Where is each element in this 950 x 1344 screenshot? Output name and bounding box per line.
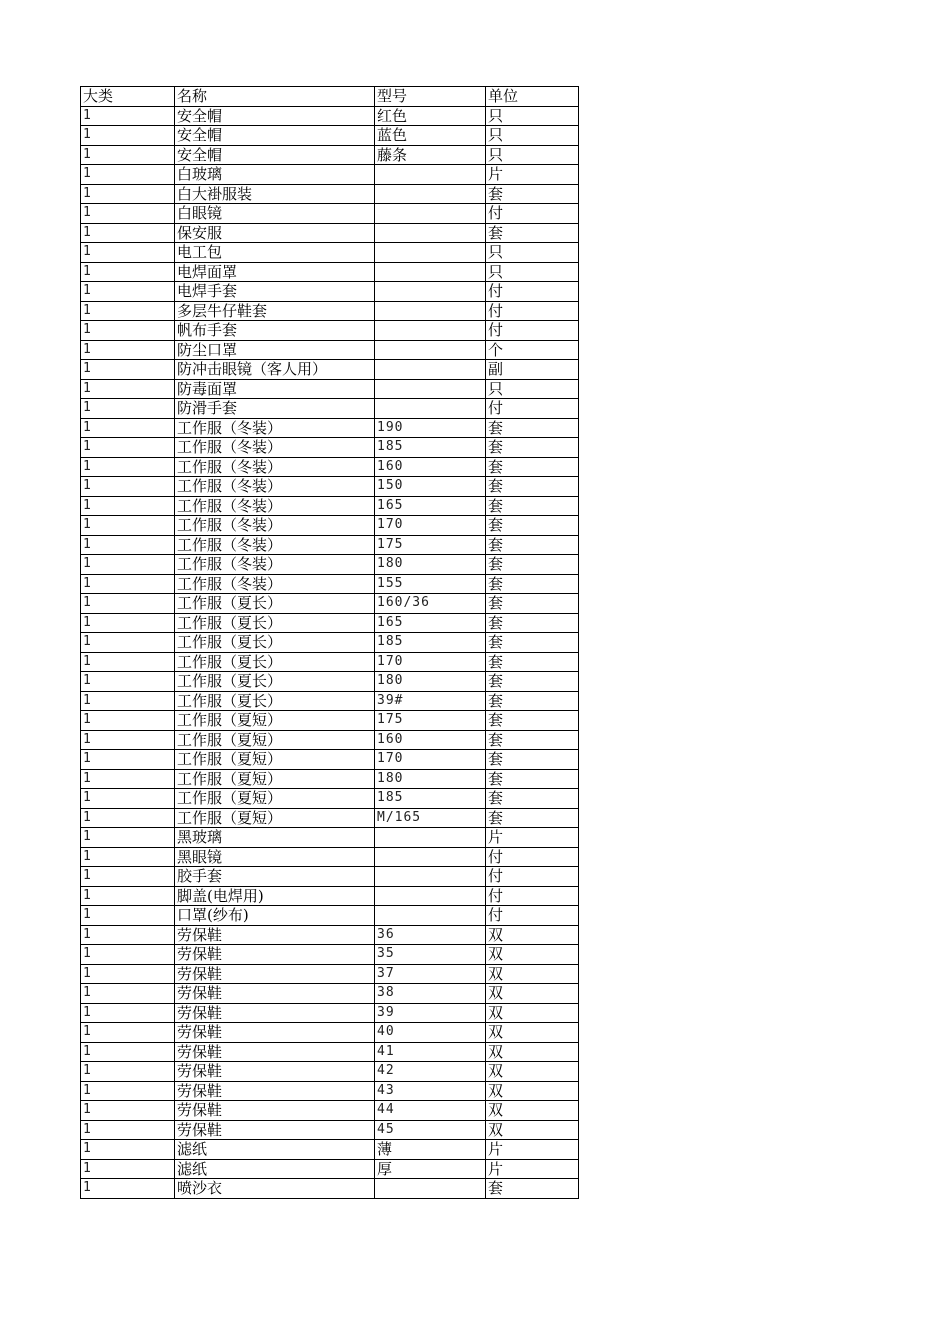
table-row: [81, 535, 579, 555]
cell-category[interactable]: 1: [81, 165, 175, 185]
cell-category[interactable]: 1: [81, 496, 175, 516]
table-row: [81, 945, 579, 965]
table-row: [81, 126, 579, 146]
cell-unit[interactable]: 片: [486, 165, 579, 185]
cell-category[interactable]: 1: [81, 750, 175, 770]
cell-model[interactable]: 45: [375, 1120, 486, 1140]
cell-category[interactable]: 1: [81, 691, 175, 711]
table-row: [81, 438, 579, 458]
cell-model[interactable]: 185: [375, 789, 486, 809]
cell-category[interactable]: 1: [81, 633, 175, 653]
table-row: [81, 672, 579, 692]
cell-name[interactable]: 劳保鞋: [175, 945, 375, 965]
cell-category[interactable]: 1: [81, 126, 175, 146]
cell-category[interactable]: 1: [81, 945, 175, 965]
cell-name[interactable]: 滤纸: [175, 1159, 375, 1179]
cell-model[interactable]: 厚: [375, 1159, 486, 1179]
table-row: [81, 1140, 579, 1160]
cell-unit[interactable]: 双: [486, 1081, 579, 1101]
cell-model[interactable]: [375, 321, 486, 341]
cell-model[interactable]: 165: [375, 496, 486, 516]
cell-category[interactable]: 1: [81, 1062, 175, 1082]
cell-category[interactable]: 1: [81, 243, 175, 263]
cell-model[interactable]: 38: [375, 984, 486, 1004]
table-row: [81, 1159, 579, 1179]
cell-unit[interactable]: 付: [486, 399, 579, 419]
cell-model[interactable]: [375, 301, 486, 321]
cell-category[interactable]: 1: [81, 769, 175, 789]
cell-name[interactable]: 劳保鞋: [175, 1062, 375, 1082]
cell-model[interactable]: [375, 906, 486, 926]
cell-model[interactable]: 35: [375, 945, 486, 965]
cell-name[interactable]: 劳保鞋: [175, 1003, 375, 1023]
cell-name[interactable]: 劳保鞋: [175, 1101, 375, 1121]
table-row: [81, 1023, 579, 1043]
cell-category[interactable]: 1: [81, 1081, 175, 1101]
cell-name[interactable]: 工作服（夏短）: [175, 808, 375, 828]
cell-model[interactable]: 41: [375, 1042, 486, 1062]
cell-unit[interactable]: 套: [486, 711, 579, 731]
cell-model[interactable]: [375, 360, 486, 380]
cell-category[interactable]: 1: [81, 906, 175, 926]
cell-name[interactable]: 防尘口罩: [175, 340, 375, 360]
cell-category[interactable]: 1: [81, 418, 175, 438]
cell-name[interactable]: 工作服（夏长）: [175, 652, 375, 672]
cell-model[interactable]: [375, 184, 486, 204]
cell-unit[interactable]: 付: [486, 847, 579, 867]
cell-model[interactable]: [375, 399, 486, 419]
cell-model[interactable]: 185: [375, 438, 486, 458]
cell-unit[interactable]: 套: [486, 574, 579, 594]
cell-name[interactable]: 工作服（冬装）: [175, 574, 375, 594]
cell-name[interactable]: 劳保鞋: [175, 964, 375, 984]
cell-unit[interactable]: 套: [486, 633, 579, 653]
table-row: [81, 574, 579, 594]
cell-name[interactable]: 工作服（冬装）: [175, 438, 375, 458]
cell-model[interactable]: 180: [375, 769, 486, 789]
table-row: [81, 613, 579, 633]
table-row: [81, 555, 579, 575]
cell-unit[interactable]: 双: [486, 964, 579, 984]
cell-unit[interactable]: 套: [486, 496, 579, 516]
cell-model[interactable]: [375, 243, 486, 263]
cell-name[interactable]: 电焊面罩: [175, 262, 375, 282]
cell-model[interactable]: M/165: [375, 808, 486, 828]
table-row: [81, 106, 579, 126]
cell-model[interactable]: 175: [375, 535, 486, 555]
cell-unit[interactable]: 付: [486, 906, 579, 926]
cell-name[interactable]: 安全帽: [175, 126, 375, 146]
cell-model[interactable]: 180: [375, 555, 486, 575]
cell-unit[interactable]: 双: [486, 1003, 579, 1023]
cell-category[interactable]: 1: [81, 828, 175, 848]
cell-name[interactable]: 工作服（冬装）: [175, 555, 375, 575]
table-row: [81, 984, 579, 1004]
cell-category[interactable]: 1: [81, 847, 175, 867]
table-row: [81, 594, 579, 614]
cell-category[interactable]: 1: [81, 574, 175, 594]
cell-unit[interactable]: 套: [486, 477, 579, 497]
cell-category[interactable]: 1: [81, 984, 175, 1004]
cell-unit[interactable]: 付: [486, 204, 579, 224]
cell-unit[interactable]: 套: [486, 438, 579, 458]
cell-category[interactable]: 1: [81, 613, 175, 633]
table-row: [81, 964, 579, 984]
cell-unit[interactable]: 套: [486, 535, 579, 555]
header-row: [81, 87, 579, 107]
cell-model[interactable]: [375, 204, 486, 224]
cell-category[interactable]: 1: [81, 1101, 175, 1121]
cell-model[interactable]: 蓝色: [375, 126, 486, 146]
table-row: [81, 165, 579, 185]
cell-name[interactable]: 喷沙衣: [175, 1179, 375, 1199]
cell-unit[interactable]: 只: [486, 106, 579, 126]
table-row: [81, 477, 579, 497]
header-unit[interactable]: 单位: [486, 87, 579, 107]
cell-model[interactable]: [375, 223, 486, 243]
cell-category[interactable]: 1: [81, 535, 175, 555]
cell-unit[interactable]: 套: [486, 769, 579, 789]
header-name[interactable]: 名称: [175, 87, 375, 107]
cell-unit[interactable]: 个: [486, 340, 579, 360]
cell-model[interactable]: 150: [375, 477, 486, 497]
cell-category[interactable]: 1: [81, 379, 175, 399]
cell-category[interactable]: 1: [81, 672, 175, 692]
cell-name[interactable]: 工作服（夏短）: [175, 789, 375, 809]
cell-model[interactable]: 170: [375, 652, 486, 672]
table-row: [81, 652, 579, 672]
table-row: [81, 145, 579, 165]
cell-unit[interactable]: 套: [486, 594, 579, 614]
cell-unit[interactable]: 套: [486, 223, 579, 243]
cell-name[interactable]: 工作服（夏长）: [175, 633, 375, 653]
cell-unit[interactable]: 片: [486, 1159, 579, 1179]
cell-name[interactable]: 多层牛仔鞋套: [175, 301, 375, 321]
table-row: [81, 925, 579, 945]
cell-category[interactable]: 1: [81, 204, 175, 224]
cell-model[interactable]: [375, 165, 486, 185]
cell-model[interactable]: [375, 282, 486, 302]
table-row: [81, 1101, 579, 1121]
cell-unit[interactable]: 双: [486, 1023, 579, 1043]
table-row: [81, 789, 579, 809]
table-row: [81, 516, 579, 536]
cell-model[interactable]: 40: [375, 1023, 486, 1043]
cell-unit[interactable]: 套: [486, 691, 579, 711]
cell-unit[interactable]: 双: [486, 925, 579, 945]
cell-unit[interactable]: 只: [486, 243, 579, 263]
cell-category[interactable]: 1: [81, 594, 175, 614]
cell-unit[interactable]: 套: [486, 555, 579, 575]
cell-name[interactable]: 安全帽: [175, 106, 375, 126]
table-row: [81, 769, 579, 789]
cell-name[interactable]: 防毒面罩: [175, 379, 375, 399]
table-row: [81, 906, 579, 926]
cell-unit[interactable]: 套: [486, 672, 579, 692]
cell-category[interactable]: 1: [81, 711, 175, 731]
cell-category[interactable]: 1: [81, 1140, 175, 1160]
cell-unit[interactable]: 付: [486, 282, 579, 302]
cell-name[interactable]: 白玻璃: [175, 165, 375, 185]
cell-unit[interactable]: 套: [486, 613, 579, 633]
table-row: [81, 1179, 579, 1199]
table-row: [81, 496, 579, 516]
cell-category[interactable]: 1: [81, 808, 175, 828]
cell-model[interactable]: 39#: [375, 691, 486, 711]
table-row: [81, 886, 579, 906]
table-row: [81, 1042, 579, 1062]
cell-model[interactable]: 160/36: [375, 594, 486, 614]
table-row: [81, 750, 579, 770]
cell-unit[interactable]: 付: [486, 301, 579, 321]
cell-category[interactable]: 1: [81, 457, 175, 477]
table-row: [81, 243, 579, 263]
cell-category[interactable]: 1: [81, 438, 175, 458]
cell-category[interactable]: 1: [81, 282, 175, 302]
cell-category[interactable]: 1: [81, 867, 175, 887]
table-row: [81, 184, 579, 204]
cell-category[interactable]: 1: [81, 1120, 175, 1140]
cell-category[interactable]: 1: [81, 652, 175, 672]
table-row: [81, 711, 579, 731]
cell-model[interactable]: 红色: [375, 106, 486, 126]
cell-category[interactable]: 1: [81, 1003, 175, 1023]
cell-model[interactable]: [375, 847, 486, 867]
table-row: [81, 867, 579, 887]
cell-name[interactable]: 滤纸: [175, 1140, 375, 1160]
cell-model[interactable]: 39: [375, 1003, 486, 1023]
cell-category[interactable]: 1: [81, 789, 175, 809]
cell-model[interactable]: 36: [375, 925, 486, 945]
cell-unit[interactable]: 双: [486, 984, 579, 1004]
cell-category[interactable]: 1: [81, 399, 175, 419]
table-row: [81, 399, 579, 419]
cell-unit[interactable]: 付: [486, 886, 579, 906]
cell-unit[interactable]: 套: [486, 652, 579, 672]
cell-model[interactable]: [375, 886, 486, 906]
table-row: [81, 828, 579, 848]
cell-unit[interactable]: 只: [486, 379, 579, 399]
cell-name[interactable]: 保安服: [175, 223, 375, 243]
cell-category[interactable]: 1: [81, 360, 175, 380]
header-model[interactable]: 型号: [375, 87, 486, 107]
cell-model[interactable]: 44: [375, 1101, 486, 1121]
cell-unit[interactable]: 套: [486, 457, 579, 477]
cell-model[interactable]: 160: [375, 457, 486, 477]
table-row: [81, 1003, 579, 1023]
cell-model[interactable]: 170: [375, 516, 486, 536]
table-row: [81, 1062, 579, 1082]
table-row: [81, 204, 579, 224]
cell-name[interactable]: 工作服（冬装）: [175, 477, 375, 497]
table-row: [81, 340, 579, 360]
cell-model[interactable]: 42: [375, 1062, 486, 1082]
cell-name[interactable]: 电工包: [175, 243, 375, 263]
cell-model[interactable]: 藤条: [375, 145, 486, 165]
table-row: [81, 301, 579, 321]
cell-model[interactable]: 43: [375, 1081, 486, 1101]
cell-category[interactable]: 1: [81, 1179, 175, 1199]
cell-unit[interactable]: 双: [486, 945, 579, 965]
cell-name[interactable]: 口罩(纱布): [175, 906, 375, 926]
cell-unit[interactable]: 双: [486, 1101, 579, 1121]
cell-category[interactable]: 1: [81, 886, 175, 906]
table-row: [81, 847, 579, 867]
cell-category[interactable]: 1: [81, 477, 175, 497]
cell-model[interactable]: 165: [375, 613, 486, 633]
cell-unit[interactable]: 套: [486, 808, 579, 828]
cell-model[interactable]: 190: [375, 418, 486, 438]
header-category[interactable]: 大类: [81, 87, 175, 107]
cell-category[interactable]: 1: [81, 1023, 175, 1043]
cell-name[interactable]: 工作服（夏短）: [175, 750, 375, 770]
table-body: [81, 106, 579, 1198]
cell-model[interactable]: 37: [375, 964, 486, 984]
cell-category[interactable]: 1: [81, 555, 175, 575]
cell-name[interactable]: 劳保鞋: [175, 984, 375, 1004]
cell-name[interactable]: 工作服（冬装）: [175, 418, 375, 438]
table-row: [81, 457, 579, 477]
cell-category[interactable]: 1: [81, 321, 175, 341]
cell-unit[interactable]: 套: [486, 730, 579, 750]
cell-category[interactable]: 1: [81, 106, 175, 126]
cell-name[interactable]: 脚盖(电焊用): [175, 886, 375, 906]
spreadsheet-table: [80, 86, 579, 1199]
cell-model[interactable]: 175: [375, 711, 486, 731]
cell-name[interactable]: 劳保鞋: [175, 1081, 375, 1101]
cell-name[interactable]: 工作服（夏长）: [175, 672, 375, 692]
table-row: [81, 418, 579, 438]
cell-unit[interactable]: 片: [486, 828, 579, 848]
cell-name[interactable]: 白大褂服装: [175, 184, 375, 204]
cell-name[interactable]: 工作服（夏短）: [175, 769, 375, 789]
cell-name[interactable]: 劳保鞋: [175, 1042, 375, 1062]
cell-unit[interactable]: 付: [486, 321, 579, 341]
cell-name[interactable]: 电焊手套: [175, 282, 375, 302]
cell-name[interactable]: 黑眼镜: [175, 847, 375, 867]
cell-unit[interactable]: 双: [486, 1042, 579, 1062]
cell-category[interactable]: 1: [81, 1042, 175, 1062]
cell-model[interactable]: 185: [375, 633, 486, 653]
cell-name[interactable]: 白眼镜: [175, 204, 375, 224]
cell-category[interactable]: 1: [81, 516, 175, 536]
cell-unit[interactable]: 套: [486, 418, 579, 438]
cell-category[interactable]: 1: [81, 301, 175, 321]
table-row: [81, 379, 579, 399]
cell-model[interactable]: [375, 262, 486, 282]
cell-category[interactable]: 1: [81, 964, 175, 984]
cell-name[interactable]: 防冲击眼镜（客人用）: [175, 360, 375, 380]
cell-category[interactable]: 1: [81, 184, 175, 204]
cell-unit[interactable]: 只: [486, 145, 579, 165]
cell-model[interactable]: [375, 379, 486, 399]
cell-category[interactable]: 1: [81, 730, 175, 750]
cell-name[interactable]: 工作服（冬装）: [175, 535, 375, 555]
cell-unit[interactable]: 套: [486, 750, 579, 770]
cell-unit[interactable]: 套: [486, 184, 579, 204]
cell-name[interactable]: 工作服（冬装）: [175, 457, 375, 477]
cell-model[interactable]: 170: [375, 750, 486, 770]
cell-category[interactable]: 1: [81, 340, 175, 360]
cell-name[interactable]: 劳保鞋: [175, 925, 375, 945]
table-row: [81, 633, 579, 653]
cell-unit[interactable]: 付: [486, 867, 579, 887]
cell-unit[interactable]: 只: [486, 262, 579, 282]
cell-name[interactable]: 工作服（冬装）: [175, 516, 375, 536]
cell-model[interactable]: [375, 340, 486, 360]
table-row: [81, 1120, 579, 1140]
cell-model[interactable]: 155: [375, 574, 486, 594]
cell-unit[interactable]: 片: [486, 1140, 579, 1160]
cell-name[interactable]: 防滑手套: [175, 399, 375, 419]
cell-category[interactable]: 1: [81, 145, 175, 165]
cell-name[interactable]: 工作服（夏长）: [175, 594, 375, 614]
cell-name[interactable]: 安全帽: [175, 145, 375, 165]
cell-name[interactable]: 工作服（冬装）: [175, 496, 375, 516]
cell-model[interactable]: 薄: [375, 1140, 486, 1160]
cell-name[interactable]: 工作服（夏长）: [175, 691, 375, 711]
cell-category[interactable]: 1: [81, 223, 175, 243]
cell-name[interactable]: 劳保鞋: [175, 1023, 375, 1043]
cell-unit[interactable]: 只: [486, 126, 579, 146]
cell-category[interactable]: 1: [81, 1159, 175, 1179]
table-row: [81, 223, 579, 243]
cell-name[interactable]: 工作服（夏短）: [175, 711, 375, 731]
cell-unit[interactable]: 套: [486, 516, 579, 536]
cell-model[interactable]: [375, 867, 486, 887]
cell-model[interactable]: 160: [375, 730, 486, 750]
cell-model[interactable]: [375, 1179, 486, 1199]
cell-name[interactable]: 工作服（夏短）: [175, 730, 375, 750]
cell-category[interactable]: 1: [81, 925, 175, 945]
table-row: [81, 808, 579, 828]
cell-unit[interactable]: 双: [486, 1062, 579, 1082]
cell-name[interactable]: 劳保鞋: [175, 1120, 375, 1140]
table-row: [81, 321, 579, 341]
cell-model[interactable]: 180: [375, 672, 486, 692]
cell-name[interactable]: 帆布手套: [175, 321, 375, 341]
cell-unit[interactable]: 双: [486, 1120, 579, 1140]
table-row: [81, 262, 579, 282]
cell-name[interactable]: 黑玻璃: [175, 828, 375, 848]
table-row: [81, 1081, 579, 1101]
table-row: [81, 730, 579, 750]
cell-unit[interactable]: 副: [486, 360, 579, 380]
table-row: [81, 282, 579, 302]
cell-name[interactable]: 胶手套: [175, 867, 375, 887]
cell-category[interactable]: 1: [81, 262, 175, 282]
cell-unit[interactable]: 套: [486, 1179, 579, 1199]
cell-unit[interactable]: 套: [486, 789, 579, 809]
cell-model[interactable]: [375, 828, 486, 848]
table-row: [81, 360, 579, 380]
cell-name[interactable]: 工作服（夏长）: [175, 613, 375, 633]
table-row: [81, 691, 579, 711]
